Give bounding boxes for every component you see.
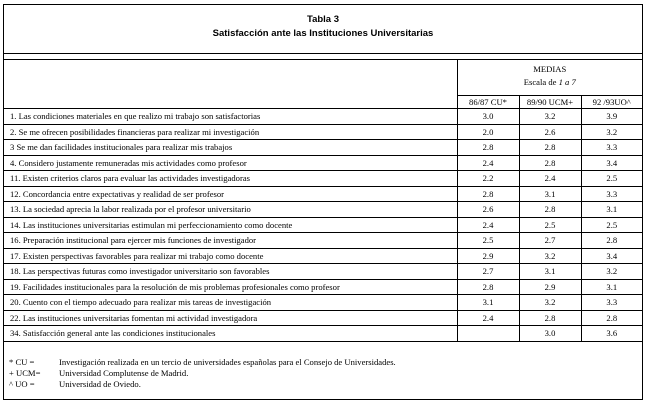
value-cell-uo: 3.1 xyxy=(581,202,642,218)
scale-label xyxy=(458,76,643,89)
row-label: 22. Las instituciones universitarias fomentan mi actividad investigadora xyxy=(4,310,457,326)
value-cell-cu: 2.6 xyxy=(457,202,519,218)
table-row xyxy=(4,326,642,342)
row-label: 3 Se me dan facilidades institucionales para realizar mis trabajos xyxy=(4,140,457,156)
column-header-cu: 86/87 CU* xyxy=(457,96,519,109)
value-cell-uo: 3.4 xyxy=(581,248,642,264)
table-row xyxy=(4,264,642,280)
value-cell-uo: 3.3 xyxy=(581,140,642,156)
column-header-uo: 92 /93UO^ xyxy=(581,96,642,109)
table-frame xyxy=(3,4,643,400)
row-label: 19. Facilidades institucionales para la resolución de mis problemas profesionales como profesor xyxy=(4,279,457,295)
value-cell-uo: 2.8 xyxy=(581,233,642,249)
value-cell-uo: 3.1 xyxy=(581,279,642,295)
note-text: Investigación realizada en un tercio de universidades españolas para el Consejo de Universidades. xyxy=(59,357,396,367)
medias-label: MEDIAS xyxy=(533,64,567,74)
note-cu xyxy=(9,357,396,368)
value-cell-ucm: 2.8 xyxy=(519,140,581,156)
note-uo xyxy=(9,379,396,390)
note-key: ^ UO = xyxy=(9,378,35,389)
value-cell-ucm: 2.9 xyxy=(519,279,581,295)
row-label: 1. Las condiciones materiales en que realizo mi trabajo son satisfactorias xyxy=(4,109,457,125)
row-label: 14. Las instituciones universitarias estimulan mi perfeccionamiento como docente xyxy=(4,217,457,233)
table-title: Tabla 3 xyxy=(306,14,340,25)
header-columns-row xyxy=(4,96,642,109)
value-cell-cu: 2.8 xyxy=(457,186,519,202)
value-cell-ucm: 2.5 xyxy=(519,217,581,233)
value-cell-cu: 2.9 xyxy=(457,248,519,264)
value-cell-cu xyxy=(457,326,519,342)
value-cell-cu: 2.8 xyxy=(457,279,519,295)
value-cell-ucm: 2.8 xyxy=(519,310,581,326)
value-cell-uo: 3.3 xyxy=(581,295,642,311)
table-row xyxy=(4,202,642,218)
note-key: + UCM= xyxy=(9,367,41,378)
value-cell-uo: 3.6 xyxy=(581,326,642,342)
table-row xyxy=(4,171,642,187)
row-label: 4. Considero justamente remuneradas mis actividades como profesor xyxy=(4,155,457,171)
value-cell-ucm: 3.1 xyxy=(519,186,581,202)
value-cell-cu: 3.1 xyxy=(457,295,519,311)
value-cell-uo: 3.2 xyxy=(581,124,642,140)
value-cell-cu: 2.2 xyxy=(457,171,519,187)
note-ucm xyxy=(9,368,396,379)
header-blank-cell xyxy=(4,60,457,96)
table-row xyxy=(4,295,642,311)
note-text: Universidad Complutense de Madrid. xyxy=(59,367,189,378)
value-cell-cu: 2.8 xyxy=(457,140,519,156)
row-label: 16. Preparación institucional para ejercer mis funciones de investigador xyxy=(4,233,457,249)
row-label: 11. Existen criterios claros para evaluar las actividades investigadoras xyxy=(4,171,457,187)
value-cell-cu: 2.4 xyxy=(457,310,519,326)
row-label: 18. Las perspectivas futuras como investigador universitario son favorables xyxy=(4,264,457,280)
value-cell-ucm: 3.2 xyxy=(519,109,581,125)
table-row xyxy=(4,279,642,295)
note-text: Universidad de Oviedo. xyxy=(59,378,141,389)
value-cell-ucm: 3.1 xyxy=(519,264,581,280)
value-cell-ucm: 2.6 xyxy=(519,124,581,140)
table-row xyxy=(4,140,642,156)
table-row xyxy=(4,109,642,125)
medias-header xyxy=(457,60,642,96)
row-label: 34. Satisfacción general ante las condiciones institucionales xyxy=(4,326,457,342)
value-cell-uo: 3.3 xyxy=(581,186,642,202)
table-subtitle: Satisfacción ante las Instituciones Universitarias xyxy=(212,28,434,39)
value-cell-uo: 3.9 xyxy=(581,109,642,125)
column-header-ucm: 89/90 UCM+ xyxy=(519,96,581,109)
row-label: 17. Existen perspectivas favorables para realizar mi trabajo como docente xyxy=(4,248,457,264)
header-blank-cell-2 xyxy=(4,96,457,109)
value-cell-cu: 2.7 xyxy=(457,264,519,280)
value-cell-cu: 2.0 xyxy=(457,124,519,140)
value-cell-cu: 2.5 xyxy=(457,233,519,249)
table-row xyxy=(4,186,642,202)
value-cell-ucm: 2.7 xyxy=(519,233,581,249)
value-cell-uo: 2.5 xyxy=(581,217,642,233)
value-cell-ucm: 2.8 xyxy=(519,202,581,218)
table-row xyxy=(4,155,642,171)
row-label: 2. Se me ofrecen posibilidades financieras para realizar mi investigación xyxy=(4,124,457,140)
value-cell-ucm: 2.4 xyxy=(519,171,581,187)
scale-range: 1 a 7 xyxy=(558,77,576,87)
row-label: 12. Concordancia entre expectativas y realidad de ser profesor xyxy=(4,186,457,202)
table-row xyxy=(4,124,642,140)
table-row xyxy=(4,233,642,249)
value-cell-ucm: 2.8 xyxy=(519,155,581,171)
table-row xyxy=(4,217,642,233)
value-cell-uo: 3.2 xyxy=(581,264,642,280)
table-row xyxy=(4,248,642,264)
scale-prefix: Escala de xyxy=(523,77,559,87)
table-row xyxy=(4,310,642,326)
value-cell-uo: 2.8 xyxy=(581,310,642,326)
value-cell-cu: 2.4 xyxy=(457,217,519,233)
header-group-row xyxy=(4,60,642,96)
table-caption xyxy=(4,5,642,54)
satisfaction-table xyxy=(4,59,642,342)
value-cell-cu: 2.4 xyxy=(457,155,519,171)
value-cell-uo: 2.5 xyxy=(581,171,642,187)
table-notes xyxy=(9,357,396,389)
value-cell-cu: 3.0 xyxy=(457,109,519,125)
value-cell-ucm: 3.2 xyxy=(519,248,581,264)
value-cell-ucm: 3.0 xyxy=(519,326,581,342)
value-cell-ucm: 3.2 xyxy=(519,295,581,311)
note-key: * CU = xyxy=(9,357,35,367)
row-label: 20. Cuento con el tiempo adecuado para realizar mis tareas de investigación xyxy=(4,295,457,311)
row-label: 13. La sociedad aprecia la labor realizada por el profesor universitario xyxy=(4,202,457,218)
value-cell-uo: 3.4 xyxy=(581,155,642,171)
